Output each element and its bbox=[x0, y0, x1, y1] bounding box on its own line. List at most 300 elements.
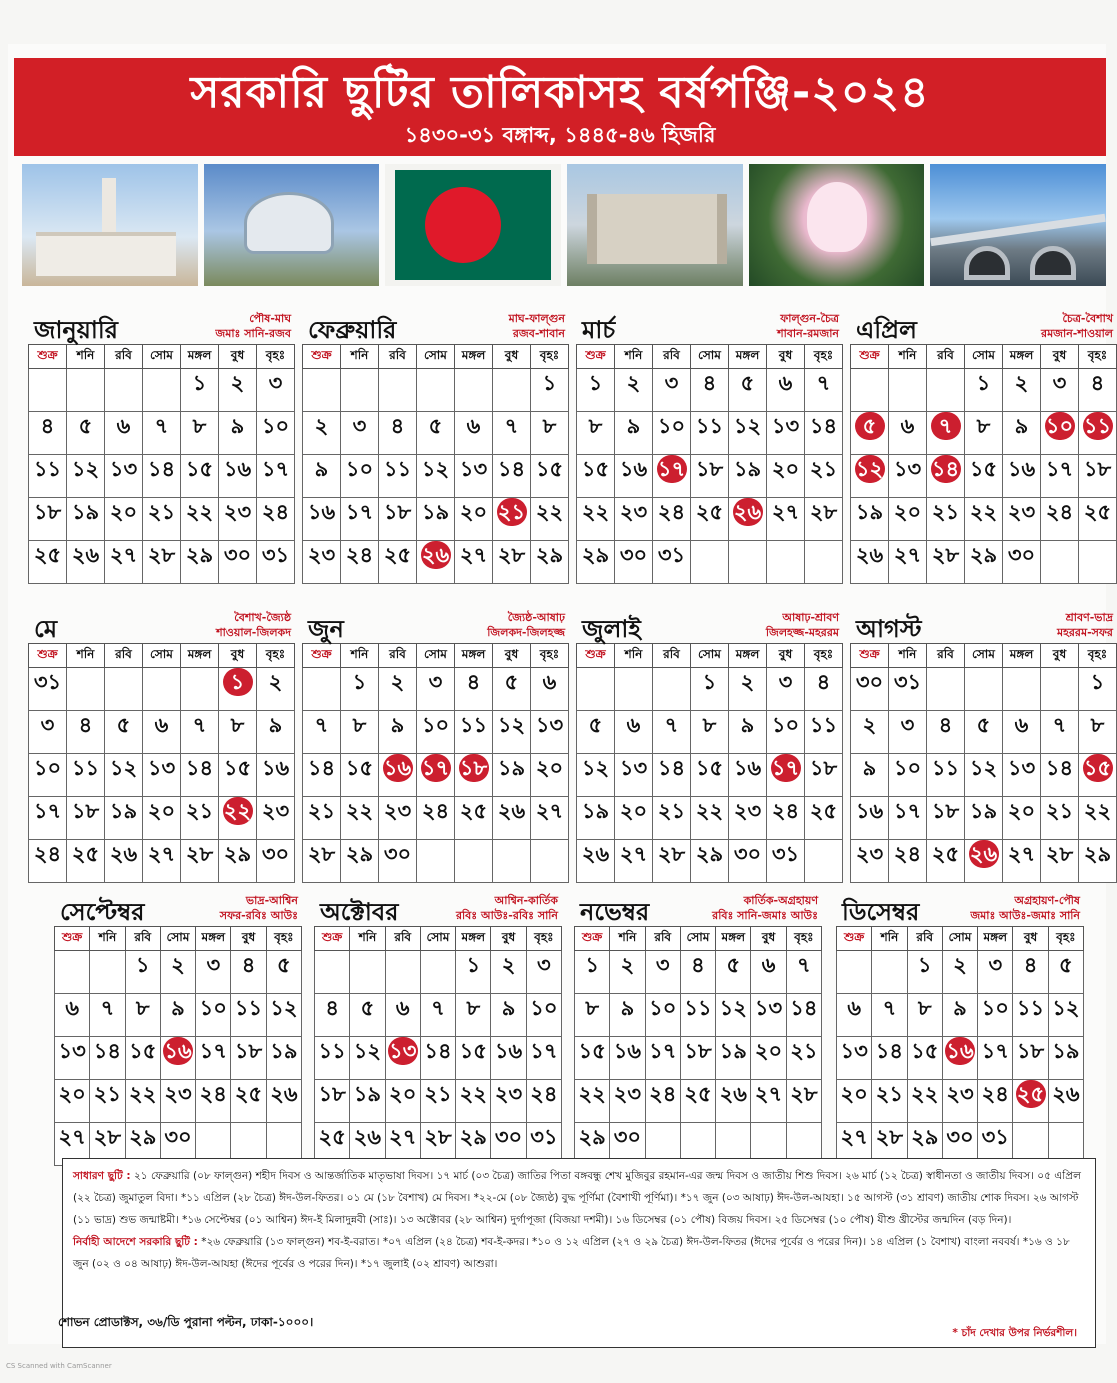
weekday-header: সোম bbox=[143, 345, 181, 369]
day-cell bbox=[680, 1080, 715, 1123]
date-number: ১৫ bbox=[535, 457, 564, 481]
date-number: ২৮ bbox=[185, 842, 214, 866]
day-cell bbox=[837, 994, 872, 1037]
empty-cell bbox=[385, 951, 420, 994]
date-number: ১৫ bbox=[578, 1039, 606, 1063]
date-number: ২৯ bbox=[1083, 842, 1112, 866]
date-number: ৩ bbox=[778, 670, 793, 694]
date-number: ২৫ bbox=[459, 799, 488, 823]
date-number: ২২ bbox=[185, 500, 214, 524]
date-number: ২১ bbox=[424, 1082, 452, 1106]
day-cell bbox=[889, 412, 927, 455]
day-cell bbox=[493, 455, 531, 498]
day-cell bbox=[767, 711, 805, 754]
weekday-header: মঙ্গল bbox=[716, 927, 751, 951]
empty-cell bbox=[379, 369, 417, 412]
date-number: ২২ bbox=[581, 500, 610, 524]
day-cell bbox=[219, 797, 257, 840]
empty-cell bbox=[805, 840, 843, 883]
date-number: ২ bbox=[390, 670, 405, 694]
date-number: ১২ bbox=[969, 756, 998, 780]
day-cell bbox=[385, 994, 420, 1037]
empty-cell bbox=[965, 668, 1003, 711]
date-number: ৮ bbox=[135, 996, 150, 1020]
day-cell bbox=[455, 797, 493, 840]
day-cell bbox=[385, 1080, 420, 1123]
date-number: ২৩ bbox=[223, 500, 252, 524]
date-number: ৩ bbox=[206, 953, 221, 977]
date-number: ২৮ bbox=[657, 842, 686, 866]
day-cell bbox=[29, 840, 67, 883]
date-number: ৩ bbox=[900, 713, 915, 737]
date-number: ২৯ bbox=[535, 543, 564, 567]
date-number: ৬ bbox=[395, 996, 410, 1020]
holiday-date: ১৫ bbox=[1083, 756, 1112, 780]
date-number: ১৭ bbox=[981, 1039, 1009, 1063]
day-cell bbox=[691, 369, 729, 412]
month-9 bbox=[52, 888, 302, 1166]
day-cell bbox=[691, 840, 729, 883]
month-12 bbox=[834, 888, 1084, 1166]
date-number: ২০ bbox=[58, 1082, 86, 1106]
date-number: ২১ bbox=[1045, 799, 1074, 823]
weekday-header: বৃহঃ bbox=[526, 927, 561, 951]
date-number: ১৮ bbox=[1083, 457, 1112, 481]
day-cell bbox=[1079, 840, 1117, 883]
date-number: ১২ bbox=[353, 1039, 382, 1063]
day-cell bbox=[266, 951, 301, 994]
month-name: নভেম্বর bbox=[580, 898, 650, 926]
day-cell bbox=[1003, 711, 1041, 754]
day-cell bbox=[231, 1080, 266, 1123]
date-number: ৬ bbox=[900, 414, 915, 438]
day-cell bbox=[610, 994, 645, 1037]
date-number: ২৯ bbox=[129, 1125, 157, 1149]
day-cell bbox=[29, 711, 67, 754]
day-cell bbox=[341, 797, 379, 840]
date-number: ১৬ bbox=[855, 799, 884, 823]
day-cell bbox=[67, 498, 105, 541]
date-number: ২৩ bbox=[733, 799, 762, 823]
day-cell bbox=[417, 668, 455, 711]
date-number: ২৬ bbox=[71, 543, 100, 567]
bangla-months: ফাল্গুন-চৈত্র bbox=[780, 312, 839, 325]
month-table bbox=[576, 643, 843, 883]
day-cell bbox=[231, 951, 266, 994]
date-number: ৩১ bbox=[261, 543, 290, 567]
date-number: ১৮ bbox=[318, 1082, 346, 1106]
day-cell bbox=[456, 951, 491, 994]
date-number: ১৯ bbox=[1052, 1039, 1080, 1063]
weekday-header: বৃহঃ bbox=[786, 927, 821, 951]
date-number: ১৫ bbox=[223, 756, 252, 780]
moon-sighting-footnote: * চাঁদ দেখার উপর নির্ভরশীল। bbox=[952, 1327, 1077, 1339]
date-number: ২৯ bbox=[911, 1125, 939, 1149]
day-cell bbox=[341, 541, 379, 584]
date-number: ১২ bbox=[421, 457, 450, 481]
month-table bbox=[576, 344, 843, 584]
date-number: ২ bbox=[314, 414, 329, 438]
weekday-header: মঙ্গল bbox=[181, 644, 219, 668]
day-cell bbox=[577, 455, 615, 498]
holiday-date: ১৮ bbox=[459, 756, 488, 780]
day-cell bbox=[531, 412, 569, 455]
day-cell bbox=[105, 754, 143, 797]
day-cell bbox=[455, 711, 493, 754]
date-number: ১০ bbox=[421, 713, 450, 737]
day-cell bbox=[1048, 1037, 1083, 1080]
date-number: ৭ bbox=[154, 414, 169, 438]
date-number: ৯ bbox=[626, 414, 641, 438]
date-number: ২৭ bbox=[58, 1125, 86, 1149]
date-number: ১৫ bbox=[911, 1039, 939, 1063]
date-number: ৯ bbox=[390, 713, 405, 737]
date-number: ২১ bbox=[93, 1082, 122, 1106]
date-number: ২৪ bbox=[345, 543, 374, 567]
day-cell bbox=[257, 754, 295, 797]
day-cell bbox=[105, 412, 143, 455]
day-cell bbox=[125, 1037, 160, 1080]
day-cell bbox=[716, 951, 751, 994]
day-cell bbox=[1003, 797, 1041, 840]
month-name: এপ্রিল bbox=[856, 316, 917, 344]
day-cell bbox=[350, 1080, 385, 1123]
month-table bbox=[28, 344, 295, 584]
date-number: ৩০ bbox=[1007, 543, 1036, 567]
date-number: ৭ bbox=[797, 953, 811, 977]
date-number: ১২ bbox=[733, 414, 762, 438]
date-number: ৩১ bbox=[33, 670, 62, 694]
date-number: ৩০ bbox=[261, 842, 290, 866]
day-cell bbox=[889, 754, 927, 797]
day-cell bbox=[615, 541, 653, 584]
day-cell bbox=[942, 1037, 977, 1080]
date-number: ২৫ bbox=[695, 500, 724, 524]
empty-cell bbox=[420, 951, 455, 994]
day-cell bbox=[577, 840, 615, 883]
month-table bbox=[836, 926, 1084, 1166]
day-cell bbox=[219, 711, 257, 754]
date-number: ১৬ bbox=[619, 457, 648, 481]
day-cell bbox=[889, 498, 927, 541]
date-number: ৬ bbox=[116, 414, 131, 438]
day-cell bbox=[29, 455, 67, 498]
day-cell bbox=[303, 541, 341, 584]
month-7 bbox=[574, 605, 843, 883]
date-number: ২০ bbox=[147, 799, 176, 823]
day-cell bbox=[531, 668, 569, 711]
date-number: ৩ bbox=[537, 953, 551, 977]
date-number: ৮ bbox=[542, 414, 557, 438]
day-cell bbox=[303, 412, 341, 455]
weekday-header: শুক্র bbox=[303, 644, 341, 668]
date-number: ১২ bbox=[109, 756, 138, 780]
day-cell bbox=[615, 711, 653, 754]
day-cell bbox=[805, 668, 843, 711]
date-number: ২৮ bbox=[875, 1125, 904, 1149]
day-cell bbox=[575, 1080, 610, 1123]
date-number: ১২ bbox=[719, 996, 747, 1020]
date-number: ২৫ bbox=[33, 543, 62, 567]
hijri-months: শাবান-রমজান bbox=[777, 327, 839, 340]
date-number: ১৩ bbox=[1007, 756, 1036, 780]
day-cell bbox=[978, 994, 1013, 1037]
day-cell bbox=[767, 498, 805, 541]
date-number: ৫ bbox=[740, 371, 755, 395]
date-number: ৩০ bbox=[613, 1125, 642, 1149]
day-cell bbox=[219, 498, 257, 541]
day-cell bbox=[125, 951, 160, 994]
day-cell bbox=[303, 840, 341, 883]
date-number: ৮ bbox=[585, 996, 599, 1020]
day-cell bbox=[577, 754, 615, 797]
day-cell bbox=[716, 1080, 751, 1123]
date-number: ৪ bbox=[390, 414, 405, 438]
weekday-header: বুধ bbox=[767, 644, 805, 668]
day-cell bbox=[379, 541, 417, 584]
date-number: ১ bbox=[542, 371, 557, 395]
day-cell bbox=[219, 455, 257, 498]
month-2 bbox=[300, 306, 569, 584]
day-cell bbox=[315, 1080, 350, 1123]
date-number: ৯ bbox=[230, 414, 245, 438]
day-cell bbox=[379, 668, 417, 711]
date-number: ১ bbox=[135, 953, 150, 977]
weekday-header: শুক্র bbox=[315, 927, 350, 951]
empty-cell bbox=[1041, 668, 1079, 711]
date-number: ৫ bbox=[504, 670, 519, 694]
date-number: ২০ bbox=[840, 1082, 868, 1106]
date-number: ২৬ bbox=[497, 799, 526, 823]
day-cell bbox=[181, 498, 219, 541]
weekday-header: শনি bbox=[67, 644, 105, 668]
date-number: ১৪ bbox=[1045, 756, 1074, 780]
date-number: ২৯ bbox=[581, 543, 610, 567]
date-number: ৪ bbox=[325, 996, 339, 1020]
date-number: ৯ bbox=[501, 996, 516, 1020]
day-cell bbox=[143, 498, 181, 541]
day-cell bbox=[729, 498, 767, 541]
day-cell bbox=[680, 994, 715, 1037]
day-cell bbox=[125, 1080, 160, 1123]
publisher-credit: শোভন প্রোডাক্টস, ৩৬/ডি পুরানা পল্টন, ঢাকা-১০০০। bbox=[58, 1315, 314, 1329]
weekday-header: বুধ bbox=[231, 927, 266, 951]
weekday-header: শনি bbox=[615, 345, 653, 369]
date-number: ২৭ bbox=[771, 500, 800, 524]
date-number: ১৭ bbox=[199, 1039, 227, 1063]
date-number: ১৫ bbox=[129, 1039, 157, 1063]
date-number: ৭ bbox=[192, 713, 207, 737]
day-cell bbox=[219, 754, 257, 797]
day-cell bbox=[889, 840, 927, 883]
date-number: ১৫ bbox=[345, 756, 374, 780]
day-cell bbox=[315, 1037, 350, 1080]
weekday-header: শুক্র bbox=[303, 345, 341, 369]
date-number: ৩০ bbox=[733, 842, 762, 866]
date-number: ২০ bbox=[389, 1082, 417, 1106]
date-number: ১৯ bbox=[497, 756, 526, 780]
month-name: জুলাই bbox=[582, 615, 641, 643]
day-cell bbox=[143, 754, 181, 797]
date-number: ৩ bbox=[655, 953, 670, 977]
date-number: ১১ bbox=[695, 414, 724, 438]
day-cell bbox=[1048, 994, 1083, 1037]
day-cell bbox=[965, 754, 1003, 797]
date-number: ৩০ bbox=[223, 543, 252, 567]
date-number: ১০ bbox=[199, 996, 227, 1020]
date-number: ২ bbox=[268, 670, 283, 694]
day-cell bbox=[379, 711, 417, 754]
day-cell bbox=[751, 1080, 786, 1123]
date-number: ২৪ bbox=[530, 1082, 558, 1106]
date-number: ১৮ bbox=[809, 756, 838, 780]
date-number: ১৭ bbox=[893, 799, 922, 823]
day-cell bbox=[315, 994, 350, 1037]
weekday-header: রবি bbox=[927, 644, 965, 668]
month-name: জুন bbox=[308, 615, 344, 643]
date-number: ১৩ bbox=[840, 1039, 868, 1063]
day-cell bbox=[575, 951, 610, 994]
day-cell bbox=[160, 1080, 195, 1123]
date-number: ১৪ bbox=[307, 756, 336, 780]
date-number: ১১ bbox=[234, 996, 263, 1020]
day-cell bbox=[379, 455, 417, 498]
day-cell bbox=[965, 455, 1003, 498]
date-number: ৭ bbox=[504, 414, 519, 438]
day-cell bbox=[67, 711, 105, 754]
date-number: ১১ bbox=[33, 457, 62, 481]
day-cell bbox=[455, 541, 493, 584]
day-cell bbox=[716, 994, 751, 1037]
date-number: ১ bbox=[1090, 670, 1105, 694]
hijri-months: রমজান-শাওয়াল bbox=[1041, 327, 1113, 340]
date-number: ১৬ bbox=[613, 1039, 642, 1063]
weekday-header: মঙ্গল bbox=[456, 927, 491, 951]
date-number: ২৮ bbox=[93, 1125, 122, 1149]
day-cell bbox=[417, 754, 455, 797]
date-number: ২৫ bbox=[931, 842, 960, 866]
date-number: ১০ bbox=[261, 414, 290, 438]
hijri-months: জিলকদ-জিলহজ্জ bbox=[487, 626, 565, 639]
day-cell bbox=[1003, 455, 1041, 498]
date-number: ২৬ bbox=[855, 543, 884, 567]
day-cell bbox=[851, 711, 889, 754]
date-number: ১৯ bbox=[969, 799, 998, 823]
day-cell bbox=[350, 994, 385, 1037]
day-cell bbox=[767, 797, 805, 840]
day-cell bbox=[1041, 498, 1079, 541]
date-number: ১৮ bbox=[383, 500, 412, 524]
date-number: ১৩ bbox=[754, 996, 783, 1020]
empty-cell bbox=[67, 668, 105, 711]
date-number: ৯ bbox=[171, 996, 185, 1020]
date-number: ৯ bbox=[953, 996, 967, 1020]
day-cell bbox=[181, 840, 219, 883]
month-11 bbox=[572, 888, 822, 1166]
weekday-header: শুক্র bbox=[837, 927, 872, 951]
day-cell bbox=[805, 455, 843, 498]
date-number: ২৪ bbox=[657, 500, 686, 524]
weekday-header: শনি bbox=[610, 927, 645, 951]
weekday-header: শুক্র bbox=[851, 345, 889, 369]
empty-cell bbox=[577, 668, 615, 711]
day-cell bbox=[729, 668, 767, 711]
calendar-subtitle: ১৪৩০-৩১ বঙ্গাব্দ, ১৪৪৫-৪৬ হিজরি bbox=[404, 123, 716, 147]
day-cell bbox=[751, 951, 786, 994]
day-cell bbox=[1079, 668, 1117, 711]
day-cell bbox=[786, 994, 821, 1037]
date-number: ৫ bbox=[277, 953, 291, 977]
date-number: ২৮ bbox=[497, 543, 526, 567]
day-cell bbox=[805, 797, 843, 840]
empty-cell bbox=[143, 369, 181, 412]
day-cell bbox=[491, 951, 526, 994]
date-number: ৩ bbox=[1052, 371, 1067, 395]
day-cell bbox=[493, 498, 531, 541]
day-cell bbox=[872, 1037, 907, 1080]
empty-cell bbox=[105, 369, 143, 412]
date-number: ১৮ bbox=[33, 500, 62, 524]
day-cell bbox=[143, 797, 181, 840]
date-number: ১৯ bbox=[109, 799, 138, 823]
date-number: ১৩ bbox=[147, 756, 176, 780]
day-cell bbox=[1041, 455, 1079, 498]
month-4 bbox=[848, 306, 1117, 584]
day-cell bbox=[615, 498, 653, 541]
date-number: ১৯ bbox=[270, 1039, 298, 1063]
bangla-months: শ্রাবণ-ভাদ্র bbox=[1065, 611, 1113, 624]
weekday-header: সোম bbox=[417, 644, 455, 668]
date-number: ২২ bbox=[345, 799, 374, 823]
date-number: ১১ bbox=[383, 457, 412, 481]
empty-cell bbox=[691, 541, 729, 584]
holiday-date: ১৬ bbox=[946, 1039, 974, 1063]
date-number: ৬ bbox=[542, 670, 557, 694]
day-cell bbox=[965, 711, 1003, 754]
date-number: ১৮ bbox=[931, 799, 960, 823]
date-number: ৬ bbox=[626, 713, 641, 737]
date-number: ১৮ bbox=[684, 1039, 712, 1063]
day-cell bbox=[181, 711, 219, 754]
weekday-header: বুধ bbox=[1041, 345, 1079, 369]
bangla-months: পৌষ-মাঘ bbox=[249, 312, 291, 325]
date-number: ৪ bbox=[78, 713, 93, 737]
day-cell bbox=[526, 1080, 561, 1123]
day-cell bbox=[379, 840, 417, 883]
day-cell bbox=[653, 711, 691, 754]
weekday-header: শনি bbox=[615, 644, 653, 668]
day-cell bbox=[615, 754, 653, 797]
day-cell bbox=[29, 797, 67, 840]
weekday-header: রবি bbox=[645, 927, 680, 951]
day-cell bbox=[653, 455, 691, 498]
date-number: ২৫ bbox=[1083, 500, 1112, 524]
day-cell bbox=[927, 541, 965, 584]
day-cell bbox=[653, 797, 691, 840]
day-cell bbox=[965, 498, 1003, 541]
day-cell bbox=[680, 951, 715, 994]
day-cell bbox=[379, 498, 417, 541]
day-cell bbox=[615, 840, 653, 883]
day-cell bbox=[805, 412, 843, 455]
date-number: ২ bbox=[620, 953, 635, 977]
bangladesh-flag-image bbox=[385, 164, 561, 286]
weekday-header: মঙ্গল bbox=[729, 644, 767, 668]
day-cell bbox=[196, 994, 231, 1037]
day-cell bbox=[729, 711, 767, 754]
weekday-header: শনি bbox=[889, 644, 927, 668]
day-cell bbox=[1079, 455, 1117, 498]
